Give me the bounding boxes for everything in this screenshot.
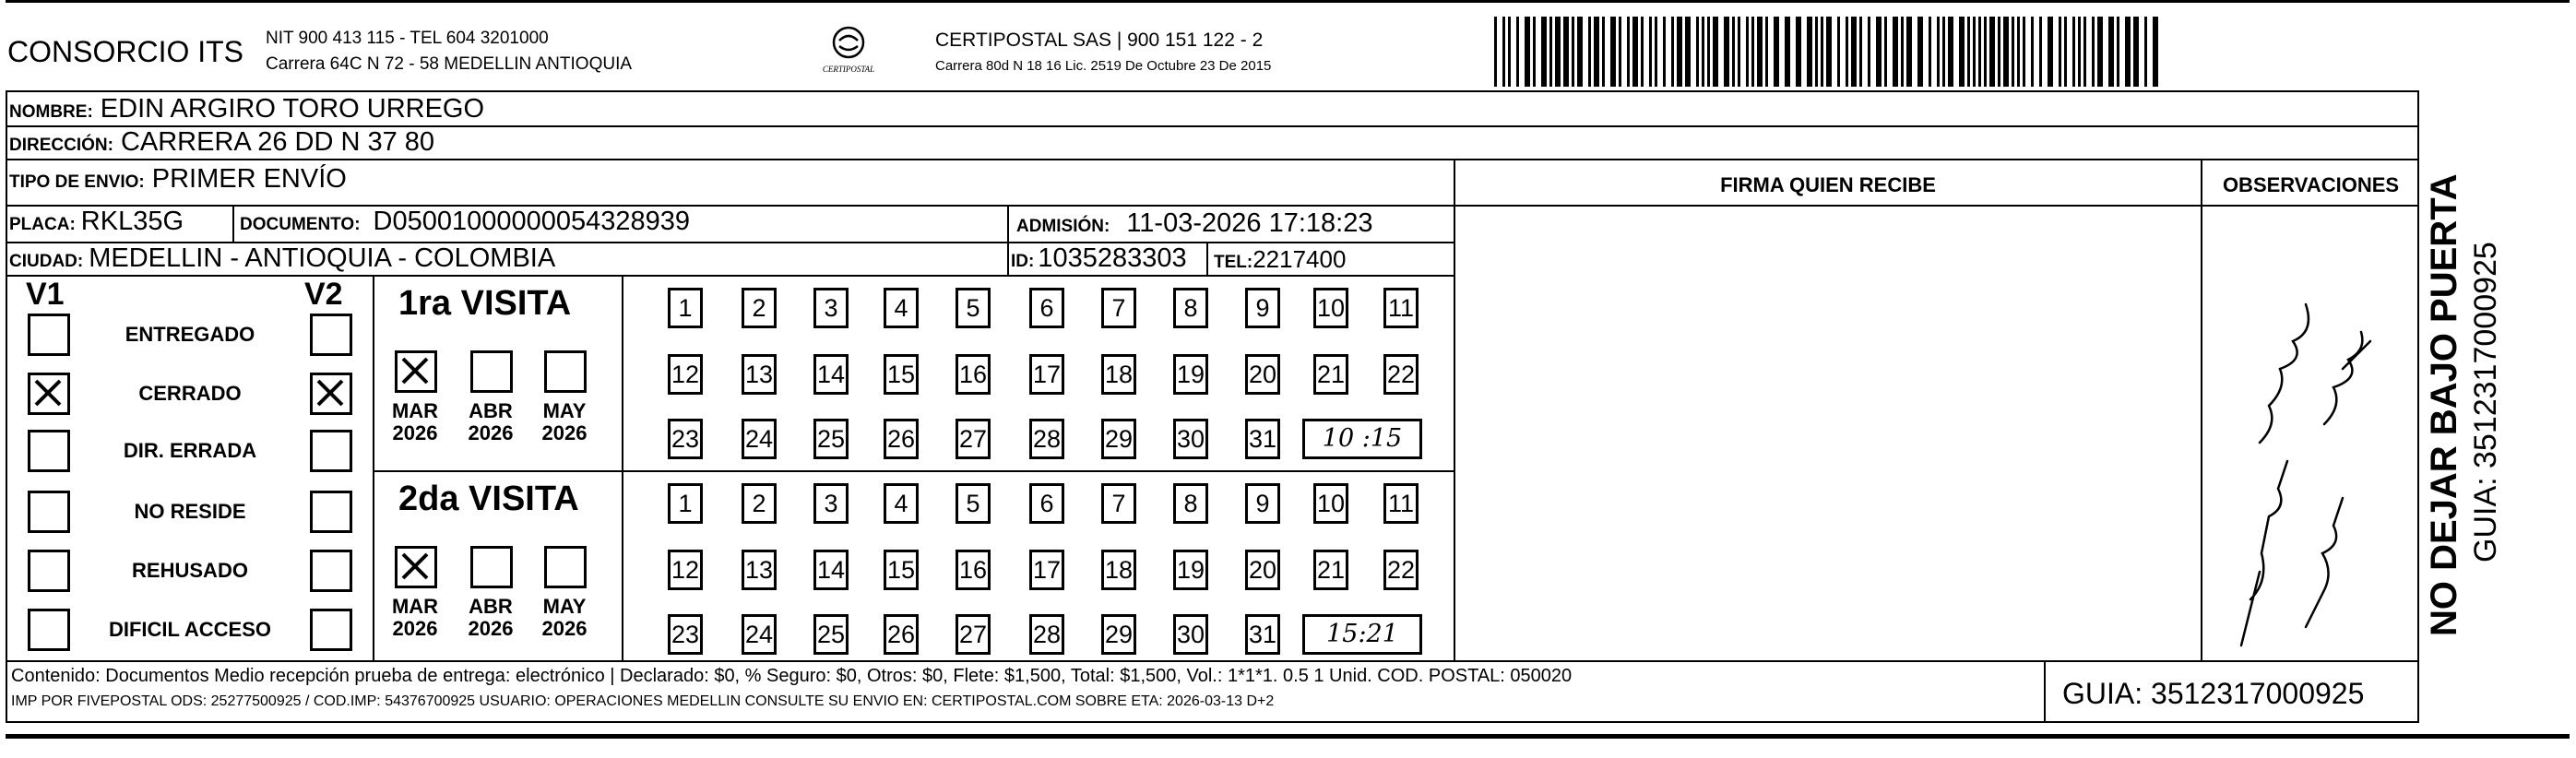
cell-divider <box>232 205 234 242</box>
row-divider <box>6 159 2419 160</box>
barcode-bar <box>2023 17 2025 87</box>
barcode-bar <box>1942 17 1945 87</box>
barcode-bar <box>2003 17 2009 87</box>
barcode-bar <box>1884 17 1887 87</box>
barcode-bar <box>1967 17 1970 87</box>
day-cell[interactable]: 15 <box>884 550 919 590</box>
barcode-bar <box>1959 17 1965 87</box>
barcode-bar <box>1738 17 1740 87</box>
day-cell[interactable]: 11 <box>1383 483 1419 524</box>
day-cell[interactable]: 24 <box>742 614 777 655</box>
day-cell[interactable]: 15 <box>884 354 919 395</box>
barcode-bar <box>1533 17 1536 87</box>
month-checkbox[interactable] <box>395 350 437 393</box>
day-cell[interactable]: 5 <box>956 288 991 328</box>
status-label: DIFICIL ACCESO <box>108 618 271 641</box>
admision-field: ADMISIÓN: 11-03-2026 17:18:23 <box>1016 208 1373 238</box>
check-x-icon <box>313 375 350 412</box>
barcode-bar <box>1563 17 1569 87</box>
day-cell[interactable]: 7 <box>1101 483 1136 524</box>
barcode-bar <box>1978 17 1981 87</box>
side-warning: NO DEJAR BAJO PUERTA <box>2424 173 2464 636</box>
day-cell[interactable]: 31 <box>1245 614 1280 655</box>
barcode-bar <box>1765 17 1768 87</box>
day-cell[interactable]: 28 <box>1029 614 1064 655</box>
day-cell[interactable]: 13 <box>742 550 777 590</box>
month-label: MAR 2026 <box>391 399 439 444</box>
firma-header: FIRMA QUIEN RECIBE <box>1720 173 1936 196</box>
status-v1-checkbox[interactable] <box>28 430 70 472</box>
barcode-bar <box>1610 17 1616 87</box>
barcode-bar <box>1807 17 1812 87</box>
status-v1-checkbox[interactable] <box>28 314 70 356</box>
v1-header: V1 <box>26 277 65 312</box>
day-cell[interactable]: 3 <box>813 288 849 328</box>
barcode-bar <box>1632 17 1638 87</box>
day-cell[interactable]: 20 <box>1245 354 1280 395</box>
barcode-bar <box>1906 17 1912 87</box>
cell-divider <box>1007 205 1009 275</box>
day-cell[interactable]: 25 <box>813 614 849 655</box>
status-label: NO RESIDE <box>134 500 246 523</box>
month-checkbox[interactable] <box>470 350 513 393</box>
barcode-bar <box>2012 17 2014 87</box>
ciudad-field: CIUDAD: MEDELLIN - ANTIOQUIA - COLOMBIA <box>9 243 556 273</box>
barcode-bar <box>2153 17 2158 87</box>
day-cell[interactable]: 22 <box>1383 354 1419 395</box>
col-head-divider <box>1454 205 2419 207</box>
barcode-bar <box>1917 17 1923 87</box>
day-cell[interactable]: 30 <box>1173 419 1208 459</box>
status-v1-checkbox[interactable] <box>28 550 70 592</box>
barcode-bar <box>1572 17 1574 87</box>
status-label: DIR. ERRADA <box>123 439 257 462</box>
day-cell[interactable]: 18 <box>1101 354 1136 395</box>
barcode-bar <box>1837 17 1840 87</box>
status-v2-checkbox[interactable] <box>310 609 352 651</box>
day-cell[interactable]: 10 <box>1313 483 1348 524</box>
barcode-bar <box>1549 17 1552 87</box>
barcode-bar <box>1577 17 1583 87</box>
check-x-icon <box>398 549 434 586</box>
day-cell[interactable]: 3 <box>813 483 849 524</box>
observaciones-header: OBSERVACIONES <box>2222 173 2400 196</box>
barcode-bar <box>1649 17 1652 87</box>
barcode-bar <box>1502 17 1505 87</box>
barcode-bar <box>1508 17 1511 87</box>
day-cell[interactable]: 13 <box>742 354 777 395</box>
day-cell[interactable]: 23 <box>668 614 703 655</box>
day-cell[interactable]: 1 <box>668 288 703 328</box>
day-cell[interactable]: 28 <box>1029 419 1064 459</box>
barcode-bar <box>1984 17 1987 87</box>
day-cell[interactable]: 4 <box>884 288 919 328</box>
day-cell[interactable]: 1 <box>668 483 703 524</box>
barcode-bar <box>1732 17 1735 87</box>
barcode-bar <box>2097 17 2103 87</box>
side-guia: GUIA: 3512317000925 <box>2468 242 2503 563</box>
month-label: MAY 2026 <box>541 595 588 640</box>
status-v2-checkbox[interactable] <box>310 550 352 592</box>
barcode-bar <box>1929 17 1931 87</box>
day-cell[interactable]: 31 <box>1245 419 1280 459</box>
barcode-bar <box>2083 17 2086 87</box>
status-label: ENTREGADO <box>125 323 255 346</box>
visit-title: 2da VISITA <box>398 480 579 518</box>
barcode-bar <box>1619 17 1621 87</box>
visit-col-divider <box>622 275 623 660</box>
barcode-bar <box>1876 17 1882 87</box>
guia-footer: GUIA: 3512317000925 <box>2062 677 2365 710</box>
day-cell[interactable]: 17 <box>1029 354 1064 395</box>
barcode-bar <box>1774 17 1779 87</box>
barcode <box>1494 17 2158 87</box>
barcode-bar <box>2031 17 2034 87</box>
barcode-bar <box>1751 17 1754 87</box>
barcode-bar <box>1663 17 1666 87</box>
barcode-bar <box>2017 17 2020 87</box>
direccion-field: DIRECCIÓN: CARRERA 26 DD N 37 80 <box>9 127 435 157</box>
barcode-bar <box>1541 17 1547 87</box>
day-cell[interactable]: 2 <box>742 288 777 328</box>
month-checkbox[interactable] <box>395 546 437 588</box>
v2-header: V2 <box>304 277 343 312</box>
day-cell[interactable]: 26 <box>884 614 919 655</box>
barcode-bar <box>1937 17 1940 87</box>
barcode-bar <box>1846 17 1848 87</box>
day-cell[interactable]: 20 <box>1245 550 1280 590</box>
day-cell[interactable]: 8 <box>1173 483 1208 524</box>
nombre-field: NOMBRE: EDIN ARGIRO TORO URREGO <box>9 94 485 124</box>
barcode-bar <box>1627 17 1630 87</box>
barcode-bar <box>2125 17 2131 87</box>
barcode-bar <box>1724 17 1729 87</box>
barcode-bar <box>1677 17 1682 87</box>
day-cell[interactable]: 2 <box>742 483 777 524</box>
day-cell[interactable]: 14 <box>813 550 849 590</box>
barcode-bar <box>1685 17 1691 87</box>
month-label: ABR 2026 <box>468 399 514 444</box>
day-cell[interactable]: 29 <box>1101 419 1136 459</box>
barcode-bar <box>1494 17 1497 87</box>
barcode-bar <box>1757 17 1763 87</box>
barcode-bar <box>2144 17 2147 87</box>
company-nit: NIT 900 413 115 - TEL 604 3201000 <box>266 29 549 48</box>
barcode-bar <box>1948 17 1953 87</box>
col-divider <box>2201 159 2202 660</box>
barcode-bar <box>2078 17 2081 87</box>
day-cell[interactable]: 21 <box>1313 550 1348 590</box>
barcode-bar <box>1796 17 1801 87</box>
status-v2-checkbox[interactable] <box>310 314 352 356</box>
month-label: MAY 2026 <box>541 399 588 444</box>
barcode-bar <box>1815 17 1818 87</box>
barcode-bar <box>2039 17 2042 87</box>
day-cell[interactable]: 17 <box>1029 550 1064 590</box>
day-cell[interactable]: 27 <box>956 614 991 655</box>
id-field: ID: 1035283303 <box>1011 243 1187 273</box>
day-cell[interactable]: 29 <box>1101 614 1136 655</box>
cell-divider <box>1206 242 1208 275</box>
courier-name: CERTIPOSTAL SAS | 900 151 122 - 2 <box>935 30 1264 51</box>
month-checkbox[interactable] <box>470 546 513 588</box>
status-v2-checkbox[interactable] <box>310 430 352 472</box>
day-cell[interactable]: 27 <box>956 419 991 459</box>
barcode-bar <box>1641 17 1644 87</box>
barcode-bar <box>1516 17 1519 87</box>
visit-col-divider <box>373 275 374 660</box>
day-cell[interactable]: 16 <box>956 550 991 590</box>
barcode-bar <box>2108 17 2114 87</box>
barcode-bar <box>1785 17 1790 87</box>
day-cell[interactable]: 22 <box>1383 550 1419 590</box>
logo-caption: CERTIPOSTAL <box>822 65 875 74</box>
imp-text: IMP POR FIVEPOSTAL ODS: 25277500925 / COD.IMP: 54376700925 USUARIO: OPERACIONES MEDELLIN CONSULTE SU ENVIO EN: CERTIPOSTAL.COM SOBRE ETA: 2026-03-13 D+2 <box>11 693 1275 709</box>
day-cell[interactable]: 12 <box>668 354 703 395</box>
month-label: ABR 2026 <box>468 595 514 640</box>
day-cell[interactable]: 10 <box>1313 288 1348 328</box>
day-cell[interactable]: 30 <box>1173 614 1208 655</box>
contenido-text: Contenido: Documentos Medio recepción prueba de entrega: electrónico | Declarado: $0, % Seguro: $0, Otros: $0, Flete: $1,500, Total: $1,500, Vol.: 1*1*1. 0.5 1 Unid. COD. POSTAL: 050020 <box>11 666 1573 686</box>
day-cell[interactable]: 16 <box>956 354 991 395</box>
status-v1-checkbox[interactable] <box>28 491 70 533</box>
status-v1-checkbox[interactable] <box>28 609 70 651</box>
barcode-bar <box>1746 17 1749 87</box>
company-name: CONSORCIO ITS <box>7 35 244 68</box>
barcode-bar <box>1707 17 1710 87</box>
check-x-icon <box>30 375 67 412</box>
barcode-bar <box>1973 17 1976 87</box>
row-divider <box>6 275 1454 277</box>
day-cell[interactable]: 14 <box>813 354 849 395</box>
barcode-bar <box>1602 17 1605 87</box>
visit-time: 15:21 <box>1302 614 1422 655</box>
day-cell[interactable]: 8 <box>1173 288 1208 328</box>
barcode-bar <box>1594 17 1599 87</box>
courier-address: Carrera 80d N 18 16 Lic. 2519 De Octubre 23 De 2015 <box>935 58 1272 74</box>
barcode-bar <box>1671 17 1674 87</box>
barcode-bar <box>1525 17 1530 87</box>
barcode-bar <box>2092 17 2095 87</box>
visit-time: 10 :15 <box>1302 419 1422 459</box>
cell-divider <box>2044 660 2046 723</box>
day-cell[interactable]: 18 <box>1101 550 1136 590</box>
day-cell[interactable]: 24 <box>742 419 777 459</box>
barcode-bar <box>2048 17 2053 87</box>
handwritten-observation-icon <box>2204 277 2416 655</box>
day-cell[interactable]: 25 <box>813 419 849 459</box>
barcode-bar <box>2117 17 2119 87</box>
page-edge <box>6 734 2570 739</box>
barcode-bar <box>1821 17 1823 87</box>
certipostal-logo-icon <box>819 24 878 79</box>
day-cell[interactable]: 9 <box>1245 483 1280 524</box>
month-label: MAR 2026 <box>391 595 439 640</box>
visit-title: 1ra VISITA <box>398 284 572 323</box>
placa-field: PLACA: RKL35G <box>9 207 184 236</box>
day-cell[interactable]: 6 <box>1029 483 1064 524</box>
status-v2-checkbox[interactable] <box>310 491 352 533</box>
status-v1-checkbox[interactable] <box>28 373 70 415</box>
day-cell[interactable]: 19 <box>1173 354 1208 395</box>
barcode-bar <box>1989 17 1995 87</box>
day-cell[interactable]: 4 <box>884 483 919 524</box>
check-x-icon <box>398 353 434 390</box>
status-label: CERRADO <box>138 382 242 405</box>
row-divider <box>6 205 1454 207</box>
barcode-bar <box>2059 17 2061 87</box>
status-label: REHUSADO <box>132 559 248 582</box>
col-divider <box>1454 159 1455 660</box>
barcode-bar <box>1893 17 1898 87</box>
page-edge <box>6 0 2570 3</box>
barcode-bar <box>1901 17 1904 87</box>
documento-field: DOCUMENTO: D05001000000054328939 <box>240 207 691 236</box>
barcode-bar <box>1868 17 1870 87</box>
row-divider <box>6 660 2419 662</box>
day-cell[interactable]: 12 <box>668 550 703 590</box>
barcode-bar <box>1655 17 1657 87</box>
barcode-bar <box>1702 17 1704 87</box>
barcode-bar <box>1555 17 1561 87</box>
day-cell[interactable]: 21 <box>1313 354 1348 395</box>
day-cell[interactable]: 7 <box>1101 288 1136 328</box>
day-cell[interactable]: 23 <box>668 419 703 459</box>
month-checkbox[interactable] <box>544 350 587 393</box>
barcode-bar <box>1851 17 1857 87</box>
month-checkbox[interactable] <box>544 546 587 588</box>
day-cell[interactable]: 5 <box>956 483 991 524</box>
barcode-bar <box>2072 17 2075 87</box>
barcode-bar <box>1998 17 2000 87</box>
barcode-bar <box>1859 17 1862 87</box>
status-v2-checkbox[interactable] <box>310 373 352 415</box>
day-cell[interactable]: 9 <box>1245 288 1280 328</box>
tipo-envio-field: TIPO DE ENVIO: PRIMER ENVÍO <box>9 164 347 194</box>
barcode-bar <box>1713 17 1718 87</box>
company-address: Carrera 64C N 72 - 58 MEDELLIN ANTIOQUIA <box>266 54 633 74</box>
visit-row-divider <box>373 470 1454 472</box>
day-cell[interactable]: 19 <box>1173 550 1208 590</box>
barcode-bar <box>1588 17 1591 87</box>
barcode-bar <box>1826 17 1832 87</box>
barcode-bar <box>2064 17 2067 87</box>
day-cell[interactable]: 11 <box>1383 288 1419 328</box>
day-cell[interactable]: 6 <box>1029 288 1064 328</box>
tel-field: TEL:2217400 <box>1214 245 1347 273</box>
barcode-bar <box>1696 17 1699 87</box>
day-cell[interactable]: 26 <box>884 419 919 459</box>
barcode-bar <box>2133 17 2139 87</box>
